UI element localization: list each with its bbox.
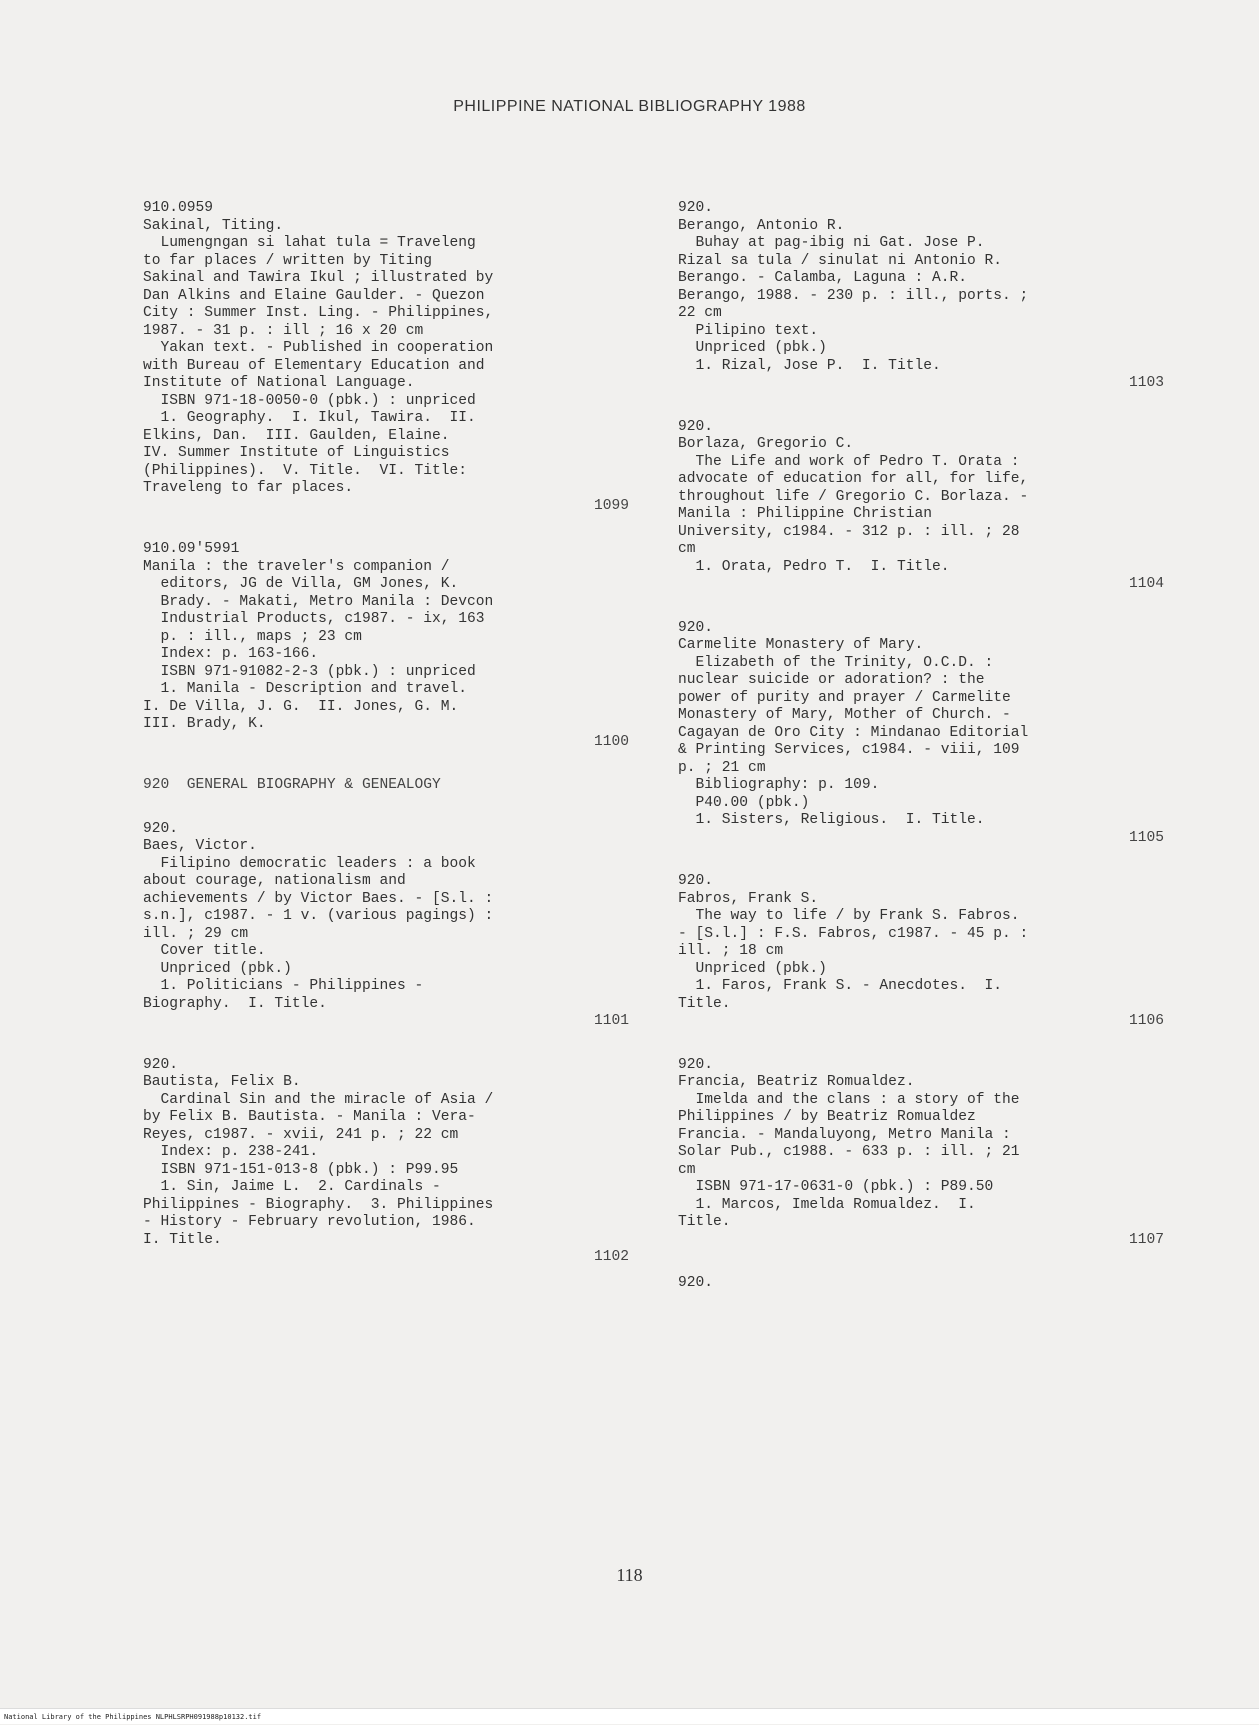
entry-line: ill. ; 18 cm	[678, 943, 784, 959]
entry-heading: Baes, Victor.	[143, 838, 257, 854]
entry-line: The way to life / by Frank S. Fabros.	[678, 908, 1020, 924]
entry-line: Dan Alkins and Elaine Gaulder. - Quezon	[143, 287, 485, 304]
entry-heading: Francia, Beatriz Romualdez.	[678, 1074, 915, 1090]
entry-line: Institute of National Language.	[143, 375, 415, 391]
entry-line: power of purity and prayer / Carmelite	[678, 689, 1011, 706]
entry-line: achievements / by Victor Baes. - [S.l. :	[143, 890, 494, 907]
bibliographic-entry	[143, 1057, 633, 1267]
entry-heading: Sakinal, Titing.	[143, 217, 284, 234]
page-number: 118	[616, 1565, 643, 1585]
class-number: 920.	[678, 1056, 714, 1073]
entry-line: Philippines - Biography. 3. Philippines	[143, 1196, 494, 1213]
entry-line: Imelda and the clans : a story of the	[678, 1091, 1020, 1108]
entry-line: cm	[678, 541, 696, 557]
entry-line: 1. Geography. I. Ikul, Tawira. II.	[143, 410, 476, 426]
entry-line: Unpriced (pbk.)	[678, 340, 827, 356]
running-title: PHILIPPINE NATIONAL BIBLIOGRAPHY 1988	[453, 98, 806, 115]
bibliographic-entry	[678, 419, 1168, 594]
entry-line: by Felix B. Bautista. - Manila : Vera-	[143, 1109, 476, 1125]
entry-line: & Printing Services, c1984. - viii, 109	[678, 742, 1020, 758]
entry-line: ISBN 971-17-0631-0 (pbk.) : P89.50	[678, 1179, 994, 1195]
entry-line: to far places / written by Titing	[143, 252, 433, 269]
entry-line: Elizabeth of the Trinity, O.C.D. :	[678, 654, 994, 671]
entry-line: Title.	[678, 1214, 731, 1230]
entry-line: P40.00 (pbk.)	[678, 794, 810, 811]
entry-line: Pilipino text.	[678, 322, 819, 339]
entry-number: 1099	[593, 497, 629, 514]
entry-line: 1. Politicians - Philippines -	[143, 978, 424, 994]
entry-line: advocate of education for all, for life,	[678, 471, 1029, 487]
entry-line: 22 cm	[678, 305, 722, 321]
bibliographic-entry	[678, 200, 1168, 393]
class-number: 910.0959	[143, 200, 214, 216]
entry-line: nuclear suicide or adoration? : the	[678, 672, 985, 688]
entry-line: IV. Summer Institute of Linguistics	[143, 445, 450, 461]
entry-line: Bibliography: p. 109.	[678, 777, 880, 793]
entry-number: 1107	[1128, 1231, 1164, 1248]
entry-heading: Manila : the traveler's companion /	[143, 558, 450, 575]
entry-line: 1. Manila - Description and travel.	[143, 681, 468, 697]
class-number: 920.	[678, 873, 714, 889]
entry-number: 1101	[593, 1013, 629, 1029]
class-number: 920.	[143, 820, 179, 837]
bibliographic-entry	[678, 1057, 1168, 1250]
entry-line: Philippines / by Beatriz Romualdez	[678, 1109, 976, 1125]
entry-line: City : Summer Inst. Ling. - Philippines,	[143, 305, 494, 321]
entry-number: 1103	[1128, 375, 1164, 391]
entry-number: 1106	[1128, 1013, 1164, 1029]
entry-line: Lumengngan si lahat tula = Traveleng	[143, 235, 476, 251]
entry-line: (Philippines). V. Title. VI. Title:	[143, 462, 468, 479]
entry-heading: Berango, Antonio R.	[678, 217, 845, 234]
entry-line: - History - February revolution, 1986.	[143, 1214, 476, 1230]
right-column	[678, 200, 1168, 1319]
entry-number: 1102	[593, 1249, 629, 1265]
entry-heading: Borlaza, Gregorio C.	[678, 436, 854, 452]
entry-line: Elkins, Dan. III. Gaulden, Elaine.	[143, 427, 450, 444]
entry-number: 1105	[1128, 829, 1164, 846]
class-number: 920.	[678, 1275, 714, 1291]
bibliographic-entry	[678, 873, 1168, 1031]
bibliographic-entry	[678, 620, 1168, 848]
entry-line: Traveleng to far places.	[143, 480, 354, 496]
entry-number: 1100	[593, 733, 629, 750]
entry-line: about courage, nationalism and	[143, 873, 406, 889]
entry-line: Sakinal and Tawira Ikul ; illustrated by	[143, 270, 494, 286]
class-number: 920.	[678, 619, 714, 636]
entry-line: I. De Villa, J. G. II. Jones, G. M.	[143, 698, 459, 715]
entry-line: 1. Sisters, Religious. I. Title.	[678, 812, 985, 828]
bibliographic-entry	[678, 1275, 1168, 1293]
entry-line: Brady. - Makati, Metro Manila : Devcon	[143, 593, 494, 610]
entry-line: 1987. - 31 p. : ill ; 16 x 20 cm	[143, 322, 424, 339]
entry-line: Solar Pub., c1988. - 633 p. : ill. ; 21	[678, 1144, 1020, 1160]
entry-line: ill. ; 29 cm	[143, 925, 249, 942]
entry-line: throughout life / Gregorio C. Borlaza. -	[678, 488, 1029, 505]
entry-line: editors, JG de Villa, GM Jones, K.	[143, 576, 459, 592]
entry-line: Cardinal Sin and the miracle of Asia /	[143, 1091, 494, 1108]
left-column	[143, 200, 633, 1293]
entry-line: ISBN 971-151-013-8 (pbk.) : P99.95	[143, 1161, 459, 1178]
entry-line: Index: p. 163-166.	[143, 646, 319, 662]
entry-line: 1. Faros, Frank S. - Anecdotes. I.	[678, 978, 1003, 994]
entry-line: I. Title.	[143, 1231, 222, 1248]
class-number: 910.09'5991	[143, 541, 240, 557]
entry-number: 1104	[1128, 576, 1164, 592]
bibliographic-entry	[143, 821, 633, 1031]
entry-line: Yakan text. - Published in cooperation	[143, 340, 494, 356]
entry-line: Francia. - Mandaluyong, Metro Manila :	[678, 1126, 1011, 1143]
entry-line: ISBN 971-91082-2-3 (pbk.) : unpriced	[143, 663, 476, 680]
entry-line: III. Brady, K.	[143, 716, 266, 732]
entry-line: Monastery of Mary, Mother of Church. -	[678, 707, 1011, 723]
entry-line: Industrial Products, c1987. - ix, 163	[143, 611, 485, 627]
bibliographic-entry	[143, 200, 633, 515]
entry-line: Berango, 1988. - 230 p. : ill., ports. ;	[678, 287, 1029, 304]
entry-line: 1. Marcos, Imelda Romualdez. I.	[678, 1196, 976, 1213]
entry-line: 1. Rizal, Jose P. I. Title.	[678, 357, 941, 374]
entry-line: 1. Orata, Pedro T. I. Title.	[678, 558, 950, 575]
entry-line: The Life and work of Pedro T. Orata :	[678, 453, 1020, 470]
entry-line: Title.	[678, 995, 731, 1012]
entry-line: Unpriced (pbk.)	[143, 960, 292, 977]
entry-line: p. : ill., maps ; 23 cm	[143, 628, 362, 645]
entry-line: Index: p. 238-241.	[143, 1144, 319, 1160]
class-number: 920.	[143, 1056, 179, 1073]
entry-line: Rizal sa tula / sinulat ni Antonio R.	[678, 252, 1003, 269]
entry-line: Berango. - Calamba, Laguna : A.R.	[678, 270, 968, 286]
entry-line: s.n.], c1987. - 1 v. (various pagings) :	[143, 908, 494, 924]
class-number: 920.	[678, 200, 714, 216]
entry-line: cm	[678, 1161, 696, 1178]
entry-line: - [S.l.] : F.S. Fabros, c1987. - 45 p. :	[678, 925, 1029, 942]
scan-footer: National Library of the Philippines NLPHLSRPH091988p10132.tif	[0, 1708, 1259, 1724]
entry-line: University, c1984. - 312 p. : ill. ; 28	[678, 523, 1020, 540]
entry-line: Cover title.	[143, 943, 266, 959]
entry-line: p. ; 21 cm	[678, 759, 766, 776]
entry-line: Filipino democratic leaders : a book	[143, 855, 476, 872]
entry-heading: Fabros, Frank S.	[678, 890, 819, 907]
class-number: 920.	[678, 418, 714, 435]
section-heading: 920 GENERAL BIOGRAPHY & GENEALOGY	[143, 777, 441, 793]
entry-heading: Bautista, Felix B.	[143, 1074, 301, 1090]
entry-line: ISBN 971-18-0050-0 (pbk.) : unpriced	[143, 392, 476, 409]
entry-line: 1. Sin, Jaime L. 2. Cardinals -	[143, 1179, 441, 1195]
entry-line: Buhay at pag-ibig ni Gat. Jose P.	[678, 235, 985, 251]
entry-line: with Bureau of Elementary Education and	[143, 357, 485, 374]
entry-line: Reyes, c1987. - xvii, 241 p. ; 22 cm	[143, 1126, 459, 1143]
entry-line: Cagayan de Oro City : Mindanao Editorial	[678, 724, 1029, 741]
bibliographic-entry	[143, 541, 633, 751]
entry-line: Manila : Philippine Christian	[678, 506, 932, 522]
entry-line: Unpriced (pbk.)	[678, 960, 827, 977]
entry-line: Biography. I. Title.	[143, 995, 327, 1012]
entry-heading: Carmelite Monastery of Mary.	[678, 637, 924, 653]
